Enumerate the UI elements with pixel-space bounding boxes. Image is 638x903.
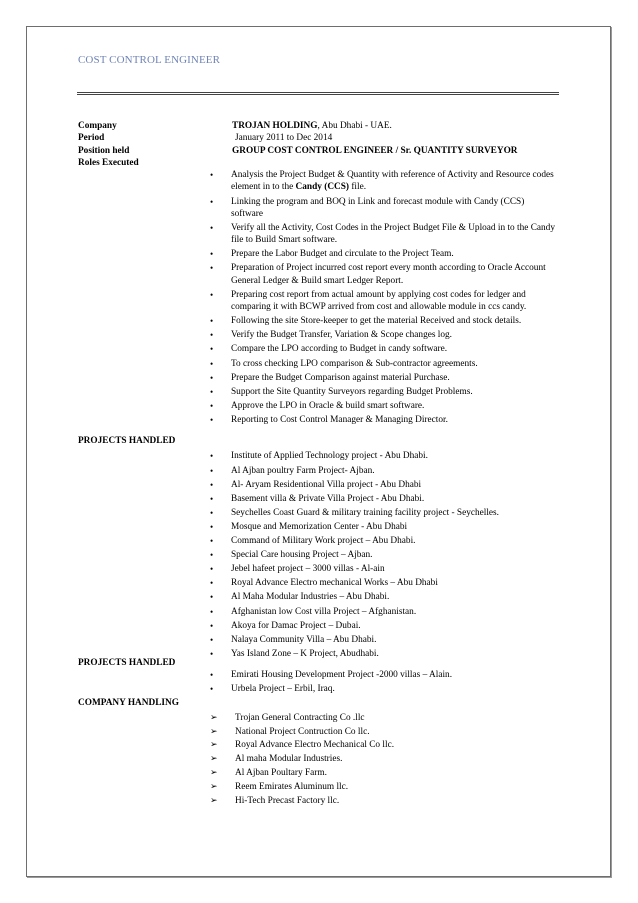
list-item: • Special Care housing Project – Ajban. (231, 549, 558, 561)
list-item: • Yas Island Zone – K Project, Abudhabi. (231, 648, 558, 660)
resume-content (78, 120, 558, 809)
projects-heading-1: PROJECTS HANDLED (78, 436, 176, 447)
list-item: • Al Ajban poultry Farm Project- Ajban. (231, 465, 558, 477)
list-item: • Al- Aryam Residentional Villa project - Abu Dhabi (231, 479, 558, 491)
period-label: Period (78, 133, 105, 144)
list-item: • Verify all the Activity, Cost Codes in the Project Budget File & Upload in to the Candy file to Build Smart software. (231, 222, 558, 247)
list-item: • Institute of Applied Technology project - Abu Dhabi. (231, 450, 558, 462)
roles-row (78, 157, 558, 169)
list-item: • Reporting to Cost Control Manager & Managing Director. (231, 414, 558, 426)
list-item: ➢ Royal Advance Electro Mechanical Co llc. (235, 739, 558, 751)
list-item: • Seychelles Coast Guard & military training facility project - Seychelles. (231, 507, 558, 519)
list-item: • Verify the Budget Transfer, Variation & Scope changes log. (231, 329, 558, 341)
companies-list (78, 712, 558, 808)
list-item: • Akoya for Damac Project – Dubai. (231, 620, 558, 632)
title-rule (77, 92, 559, 95)
list-item: • To cross checking LPO comparison & Sub-contractor agreements. (231, 358, 558, 370)
list-item: • Nalaya Community Villa – Abu Dhabi. (231, 634, 558, 646)
roles-label: Roles Executed (78, 157, 139, 168)
candy-ccs-emphasis: Candy (CCS) (295, 182, 350, 193)
period-value: January 2011 to Dec 2014 (235, 133, 333, 144)
roles-list (78, 169, 558, 426)
list-item: • Al Maha Modular Industries – Abu Dhabi. (231, 591, 558, 603)
projects-heading-2: PROJECTS HANDLED (78, 657, 176, 668)
list-item: • Support the Site Quantity Surveyors regarding Budget Problems. (231, 386, 558, 398)
document-title: COST CONTROL ENGINEER (78, 54, 221, 66)
company-value: TROJAN HOLDING, Abu Dhabi - UAE. (232, 121, 392, 131)
list-item: • Linking the program and BOQ in Link and forecast module with Candy (CCS) software (231, 196, 558, 221)
list-item: ➢ National Project Contruction Co llc. (235, 726, 558, 738)
list-item: • Prepare the Labor Budget and circulate to the Project Team. (231, 248, 558, 260)
company-heading: COMPANY HANDLING (78, 698, 179, 709)
list-item: • Command of Military Work project – Abu Dhabi. (231, 535, 558, 547)
list-item: • Analysis the Project Budget & Quantity with reference of Activity and Resource codes element in to the Candy (CCS) file. (231, 169, 558, 194)
list-item: • Afghanistan low Cost villa Project – Afghanistan. (231, 606, 558, 618)
list-item: • Jebel hafeet project – 3000 villas - Al-ain (231, 563, 558, 575)
position-label: Position held (78, 145, 130, 156)
list-item: • Prepare the Budget Comparison against material Purchase. (231, 372, 558, 384)
list-item: • Urbela Project – Erbil, Iraq. (231, 683, 558, 695)
period-row (78, 132, 558, 144)
position-value: GROUP COST CONTROL ENGINEER / Sr. QUANTITY SURVEYOR (232, 145, 518, 156)
list-item: ➢ Hi-Tech Precast Factory llc. (235, 795, 558, 807)
company-row (78, 120, 558, 132)
list-item: • Following the site Store-keeper to get the material Received and stock details. (231, 315, 558, 327)
list-item: • Preparing cost report from actual amount by applying cost codes for ledger and comparing it with BCWP arrived from cost and allowable module in ccs candy. (231, 289, 558, 314)
list-item: • Basement villa & Private Villa Project - Abu Dhabi. (231, 493, 558, 505)
company-label: Company (78, 121, 117, 131)
list-item: ➢ Trojan General Contracting Co .llc (235, 712, 558, 724)
list-item: ➢ Reem Emirates Aluminum llc. (235, 781, 558, 793)
list-item: • Royal Advance Electro mechanical Works – Abu Dhabi (231, 577, 558, 589)
list-item: ➢ Al Ajban Poultary Farm. (235, 767, 558, 779)
company-name: TROJAN HOLDING (232, 121, 318, 131)
list-item: • Approve the LPO in Oracle & build smart software. (231, 400, 558, 412)
list-item: ➢ Al maha Modular Industries. (235, 753, 558, 765)
list-item: • Emirati Housing Development Project -2000 villas – Alain. (231, 669, 558, 681)
projects-list-2 (78, 669, 558, 695)
projects-list-1 (78, 450, 558, 660)
list-item: • Preparation of Project incurred cost report every month according to Oracle Account General Ledger & Build smart Ledger Report. (231, 262, 558, 287)
list-item: • Compare the LPO according to Budget in candy software. (231, 343, 558, 355)
position-row (78, 145, 558, 157)
list-item: • Mosque and Memorization Center - Abu Dhabi (231, 521, 558, 533)
